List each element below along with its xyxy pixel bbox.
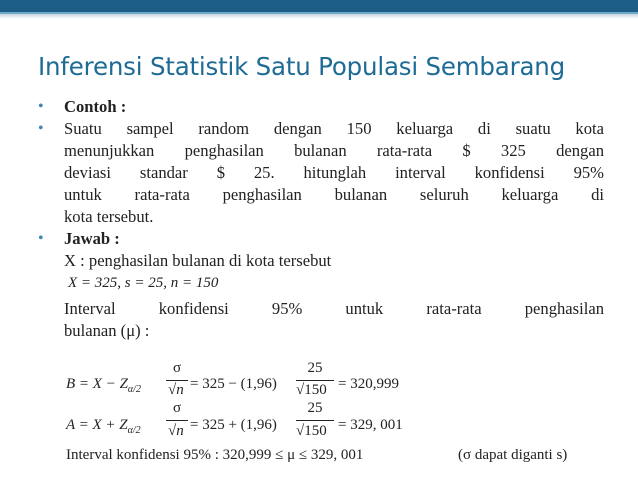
- formula-b-middle: = 325 − (1,96): [190, 376, 277, 392]
- interval-conclusion: Interval konfidensi 95% : 320,999 ≤ μ ≤ 329, 001: [66, 447, 364, 463]
- interval-intro-line: bulanan (μ) :: [64, 321, 150, 340]
- formula-a-fraction-line: [166, 420, 188, 421]
- formula-b-sqrt-n: √n: [168, 382, 184, 398]
- contoh-label: Contoh :: [64, 97, 127, 116]
- formula-b-sqrt-150: √150: [296, 382, 327, 398]
- bullet-contoh: [38, 96, 604, 118]
- soal-line: kota tersebut.: [64, 207, 154, 226]
- bullet-dot-icon: •: [38, 230, 44, 247]
- formula-a-sigma: σ: [172, 400, 182, 416]
- formula-b-lhs: $B = X - Z_{\alpha/2}$: [66, 376, 141, 395]
- soal-line: menunjukkan penghasilan bulanan rata-rata $ 325 dengan: [64, 141, 604, 160]
- bullet-jawab: [38, 228, 604, 250]
- bullet-soal: [38, 118, 604, 228]
- soal-line: deviasi standar $ 25. hitunglah interval konfidensi 95%: [64, 163, 604, 182]
- jawab-label: Jawab :: [64, 229, 120, 248]
- formula-a-fraction-line-2: [296, 420, 334, 421]
- bullet-dot-icon: •: [38, 120, 44, 137]
- formula-b-sigma: σ: [172, 360, 182, 376]
- formula-a-subscript: α/2: [127, 425, 141, 436]
- formula-b-result: = 320,999: [338, 376, 399, 392]
- formula-b-numerator: 25: [307, 360, 323, 376]
- soal-line: untuk rata-rata penghasilan bulanan seluruh keluarga di: [64, 185, 604, 204]
- slide-body: [38, 96, 604, 342]
- interval-intro-line: Interval konfidensi 95% untuk rata-rata penghasilan: [64, 299, 604, 318]
- soal-line: Suatu sampel random dengan 150 keluarga di suatu kota: [64, 119, 604, 138]
- bullet-dot-icon: •: [38, 98, 44, 115]
- formula-b-subscript: α/2: [127, 384, 141, 395]
- variable-definition: X : penghasilan bulanan di kota tersebut: [64, 251, 332, 270]
- sigma-note: (σ dapat diganti s): [458, 447, 568, 463]
- top-accent-shadow: [0, 14, 638, 19]
- top-accent-bar: [0, 0, 638, 12]
- given-values: X = 325, s = 25, n = 150: [68, 275, 219, 291]
- formula-a-sqrt-n: √n: [168, 423, 184, 439]
- formula-a-lhs: $A = X + Z_{\alpha/2}$: [66, 417, 141, 436]
- formula-a-sqrt-150: √150: [296, 423, 327, 439]
- formula-b-fraction-line: [166, 380, 188, 381]
- slide-title: Inferensi Statistik Satu Populasi Sembarang: [38, 52, 565, 81]
- formula-a-middle: = 325 + (1,96): [190, 417, 277, 433]
- formula-a-numerator: 25: [307, 400, 323, 416]
- formula-b-fraction-line-2: [296, 380, 334, 381]
- formula-a-result: = 329, 001: [338, 417, 403, 433]
